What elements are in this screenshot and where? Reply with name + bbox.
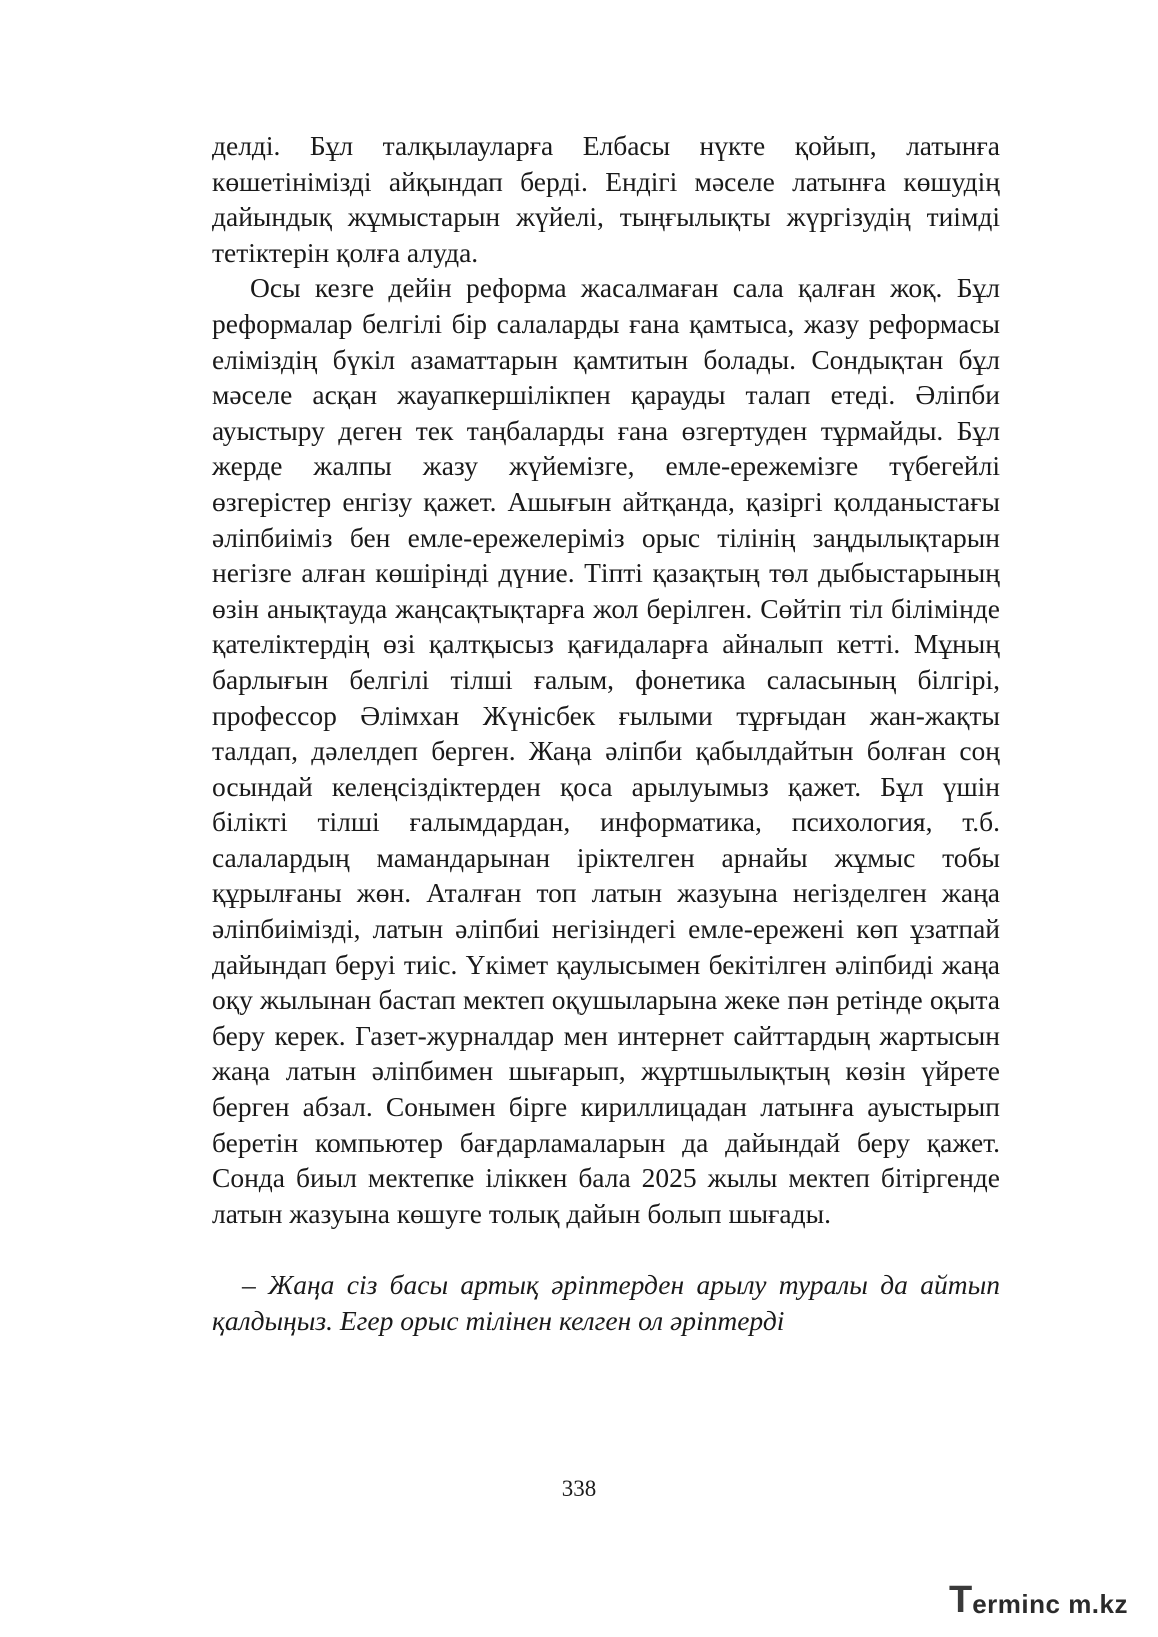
page-body bbox=[212, 128, 1000, 1339]
watermark-initial: T bbox=[948, 1579, 973, 1621]
paragraph-question: – Жаңа сіз басы артық әріптерден арылу туралы да айтып қалдыңыз. Егер орыс тілінен келген ол әріптерді bbox=[212, 1269, 1000, 1336]
watermark-text: erminc m.kz bbox=[972, 1589, 1128, 1619]
paragraph-reform: Осы кезге дейін реформа жасалмаған сала қалған жоқ. Бұл реформалар белгілі бір салаларды ғана қамтыса, жазу реформасы еліміздің бүкіл азаматтарын қамтитын болады. Сондықтан бұл мәселе асқан жауапкершілікпен қарауды талап етеді. Әліпби ауыстыру деген тек таңбаларды ғана өзгертуден тұрмайды. Бұл жерде жалпы жазу жүйемізге, емле-ережемізге түбегейлі өзгерістер енгізу қажет. Ашығын айтқанда, қазіргі қолданыстағы әліпбиіміз бен емле-ережелеріміз орыс тілінің заңдылықтарын негізге алған көшірінді дүние. Тіпті қазақтың төл дыбыстарының өзін анықтауда жаңсақтықтарға жол берілген. Сөйтіп тіл білімінде қателіктердің өзі қалтқысыз қағидаларға айналып кетті. Мұның барлығын белгілі тілші ғалым, фонетика саласының білгірі, профессор Әлімхан Жүнісбек ғылыми тұрғыдан жан-жақты талдап, дәлелдеп берген. Жаңа әліпби қабылдайтын болған соң осындай келеңсіздіктерден қоса арылуымыз қажет. Бұл үшін білікті тілші ғалымдардан, информатика, психология, т.б. салалардың мамандарынан іріктелген арнайы жұмыс тобы құрылғаны жөн. Аталған топ латын жазуына негізделген жаңа әліпбиімізді, латын әліпбиі негізіндегі емле-ережені көп ұзатпай дайындап беруі тиіс. Үкімет қаулысымен бекітілген әліпбиді жаңа оқу жылынан бастап мектеп оқушыларына жеке пән ретінде оқыта беру керек. Газет-журналдар мен интернет сайттардың жартысын жаңа латын әліпбимен шығарып, жұртшылықтың көзін үйрете берген абзал. Сонымен бірге кириллицадан латынға ауыстырып беретін компьютер бағдарламаларын да дайындай беру қажет. Сонда биыл мектепке іліккен бала 2025 жылы мектеп бітіргенде латын жазуына көшуге толық дайын болып шығады. bbox=[212, 272, 1000, 1229]
termincom-watermark bbox=[949, 1581, 1128, 1619]
paragraph-continuation: делді. Бұл талқылауларға Елбасы нүкте қойып, латынға көшетінімізді айқындап берді. Ендігі мәселе латынға көшудің дайындық жұмыстарын жүйелі, тыңғылықты жүргізудің тиімді тетіктерін қолға алуда. bbox=[212, 130, 1000, 268]
page-number: 338 bbox=[561, 1476, 597, 1501]
